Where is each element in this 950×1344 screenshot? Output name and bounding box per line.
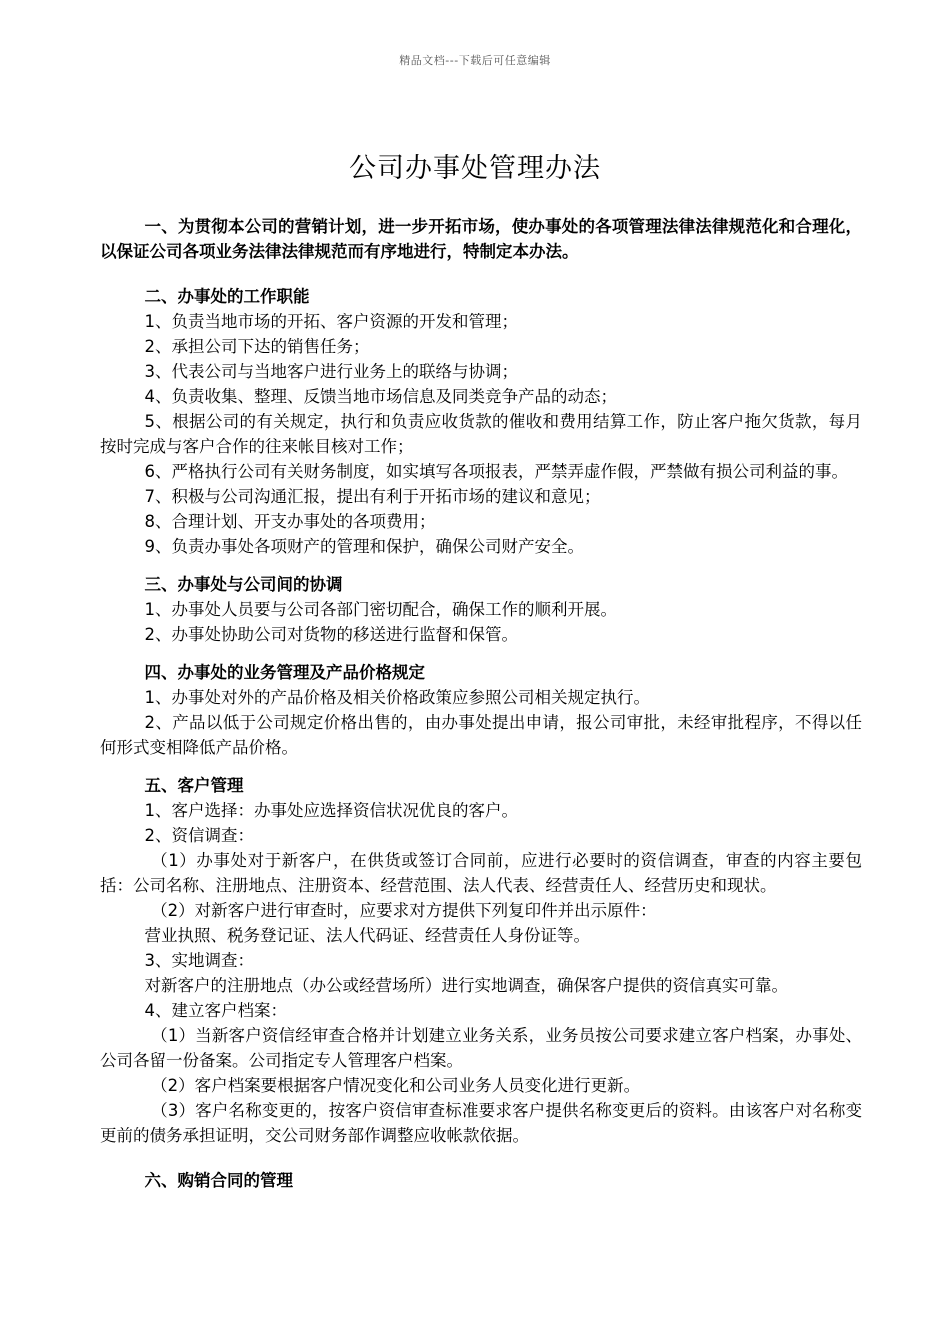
section2-item: 4、负责收集、整理、反馈当地市场信息及同类竞争产品的动态； <box>144 387 618 406</box>
section2-item: 3、代表公司与当地客户进行业务上的联络与协调； <box>144 362 519 381</box>
section5-subitem: （3）客户名称变更的，按客户资信审查标准要求客户提供名称变更后的资料。由该客户对名称变更前的债务承担证明，交公司财务部作调整应收帐款依据。 <box>100 1101 862 1145</box>
section-heading-2: 二、办事处的工作职能 <box>144 287 310 306</box>
section2-item: 9、负责办事处各项财产的管理和保护，确保公司财产安全。 <box>144 537 585 556</box>
section2-item: 7、积极与公司沟通汇报，提出有利于开拓市场的建议和意见； <box>144 487 601 506</box>
section2-item: 2、承担公司下达的销售任务； <box>144 337 370 356</box>
section2-item: 6、严格执行公司有关财务制度，如实填写各项报表，严禁弄虚作假，严禁做有损公司利益的事。 <box>144 462 849 481</box>
section5-item: 4、建立客户档案： <box>144 1001 288 1020</box>
section5-subitem: （1）办事处对于新客户，在供货或签订合同前，应进行必要时的资信调查，审查的内容主要包括：公司名称、注册地点、注册资本、经营范围、法人代表、经营责任人、经营历史和现状。 <box>100 851 862 895</box>
section5-item: 3、实地调查： <box>144 951 255 970</box>
section-heading-5: 五、客户管理 <box>144 776 244 795</box>
section2-item: 8、合理计划、开支办事处的各项费用； <box>144 512 436 531</box>
section-heading-4: 四、办事处的业务管理及产品价格规定 <box>144 663 426 682</box>
section5-subitem: （2）客户档案要根据客户情况变化和公司业务人员变化进行更新。 <box>151 1076 641 1095</box>
section3-item: 1、办事处人员要与公司各部门密切配合，确保工作的顺利开展。 <box>144 600 618 619</box>
intro-paragraph: 一、为贯彻本公司的营销计划，进一步开拓市场，使办事处的各项管理法律法律规范化和合理化，以保证公司各项业务法律法律规范而有序地进行，特制定本办法。 <box>100 217 862 261</box>
section3-item: 2、办事处协助公司对货物的移送进行监督和保管。 <box>144 625 519 644</box>
section2-item: 1、负责当地市场的开拓、客户资源的开发和管理； <box>144 312 519 331</box>
section4-item: 2、产品以低于公司规定价格出售的，由办事处提出申请，报公司审批，未经审批程序，不得以任何形式变相降低产品价格。 <box>100 713 862 757</box>
section2-item: 5、根据公司的有关规定，执行和负责应收货款的催收和费用结算工作，防止客户拖欠货款，每月按时完成与客户合作的往来帐目核对工作； <box>100 412 862 456</box>
document-body <box>100 214 862 1193</box>
section4-item: 1、办事处对外的产品价格及相关价格政策应参照公司相关规定执行。 <box>144 688 651 707</box>
section5-item: 1、客户选择：办事处应选择资信状况优良的客户。 <box>144 801 519 820</box>
section5-item: 2、资信调查： <box>144 826 255 845</box>
section-heading-3: 三、办事处与公司间的协调 <box>144 575 343 594</box>
document-title: 公司办事处管理办法 <box>349 153 601 184</box>
section5-subitem: （1）当新客户资信经审查合格并计划建立业务关系，业务员按公司要求建立客户档案，办事处、公司各留一份备案。公司指定专人管理客户档案。 <box>100 1026 862 1070</box>
header-note: 精品文档---下载后可任意编辑 <box>399 54 551 67</box>
section5-subitem: （2）对新客户进行审查时，应要求对方提供下列复印件并出示原件： <box>151 901 657 920</box>
section-heading-6: 六、购销合同的管理 <box>144 1171 294 1190</box>
section5-detail: 营业执照、税务登记证、法人代码证、经营责任人身份证等。 <box>144 926 591 945</box>
section5-detail: 对新客户的注册地点（办公或经营场所）进行实地调查，确保客户提供的资信真实可靠。 <box>144 976 789 995</box>
